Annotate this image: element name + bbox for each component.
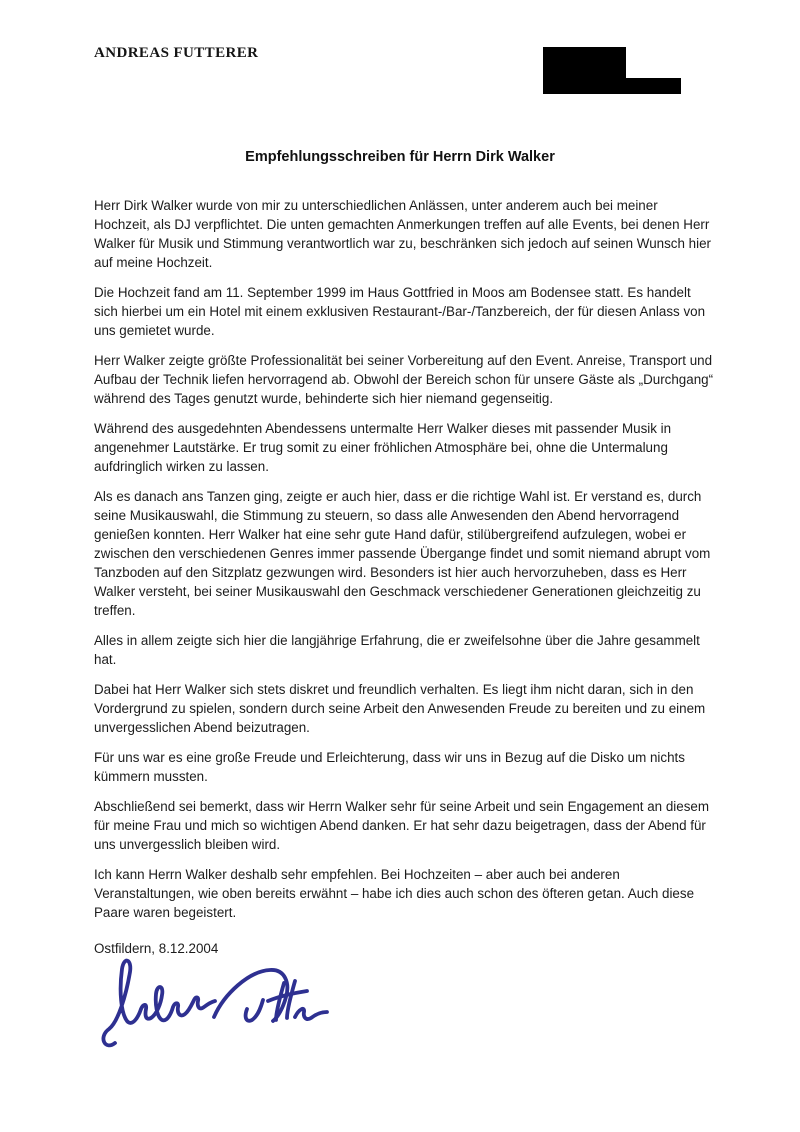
paragraph-4: Während des ausgedehnten Abendessens untermalte Herr Walker dieses mit passender Musik in angenehmer Lautstärke. Er trug somit zu einer fröhlichen Atmosphäre bei, ohne die Untermalung aufdringlich wirken zu lassen. [94,421,672,474]
redacted-block [543,47,681,94]
paragraph-9: Abschließend sei bemerkt, dass wir Herrn Walker sehr für seine Arbeit und sein Engagement an diesem für meine Frau und mich so wichtigen Abend danken. Er hat sehr dazu beigetragen, dass der Abend für uns unvergesslich bleiben wird. [94,799,710,852]
letter-title: Empfehlungsschreiben für Herrn Dirk Walker [245,149,555,165]
paragraph-1: Herr Dirk Walker wurde von mir zu unterschiedlichen Anlässen, unter anderem auch bei meiner Hochzeit, als DJ verpflichtet. Die unten gemachten Anmerkungen treffen auf alle Events, bei denen Herr Walker für Musik und Stimmung verantwortlich war zu, beschränken sich jedoch auf seinen Wunsch hier auf meine Hochzeit. [94,198,711,270]
signature-area [98,956,714,1056]
handwritten-signature-icon [98,956,330,1056]
paragraph-8: Für uns war es eine große Freude und Erleichterung, dass wir uns in Bezug auf die Disko um nichts kümmern mussten. [94,750,685,784]
paragraph-7: Dabei hat Herr Walker sich stets diskret und freundlich verhalten. Es liegt ihm nicht daran, sich in den Vordergrund zu spielen, sondern durch seine Arbeit den Anwesenden Freude zu bereiten und zu einem unvergesslichen Abend beizutragen. [94,682,706,735]
paragraph-3: Herr Walker zeigte größte Professionalität bei seiner Vorbereitung auf den Event. Anreise, Transport und Aufbau der Technik liefen hervorragend ab. Obwohl der Bereich schon für unsere Gäste als „Durchgang“ während des Tages genutzt wurde, behinderte sich hier niemand gegenseitig. [94,353,714,406]
paragraph-5: Als es danach ans Tanzen ging, zeigte er auch hier, dass er die richtige Wahl ist. Er verstand es, durch seine Musikauswahl, die Stimmung zu steuern, so dass alle Anwesenden den Abend hervorragend genießen konnten. Herr Walker hat eine sehr gute Hand dafür, stilübergreifend aufzulegen, wobei er zwischen den verschiedenen Genres immer passende Übergange findet und somit niemand abrupt vom Tanzboden auf den Sitzplatz gezwungen wird. Besonders ist hier auch hervorzuheben, dass es Herr Walker versteht, bei seiner Musikauswahl den Geschmack verschiedener Generationen gleichzeitig zu treffen. [94,489,711,618]
paragraph-6: Alles in allem zeigte sich hier die langjährige Erfahrung, die er zweifelsohne über die Jahre gesammelt hat. [94,633,700,667]
sender-name: ANDREAS FUTTERER [94,45,259,61]
letter-body [94,196,714,1056]
paragraph-2: Die Hochzeit fand am 11. September 1999 im Haus Gottfried in Moos am Bodensee statt. Es handelt sich hierbei um ein Hotel mit einem exklusiven Restaurant-/Bar-/Tanzbereich, der für diesen Anlass von uns gemietet wurde. [94,285,706,338]
paragraph-10: Ich kann Herrn Walker deshalb sehr empfehlen. Bei Hochzeiten – aber auch bei anderen Veranstaltungen, wie oben bereits erwähnt – habe ich dies auch schon des öfteren getan. Auch diese Paare waren begeistert. [94,867,695,920]
dateline: Ostfildern, 8.12.2004 [94,941,219,956]
